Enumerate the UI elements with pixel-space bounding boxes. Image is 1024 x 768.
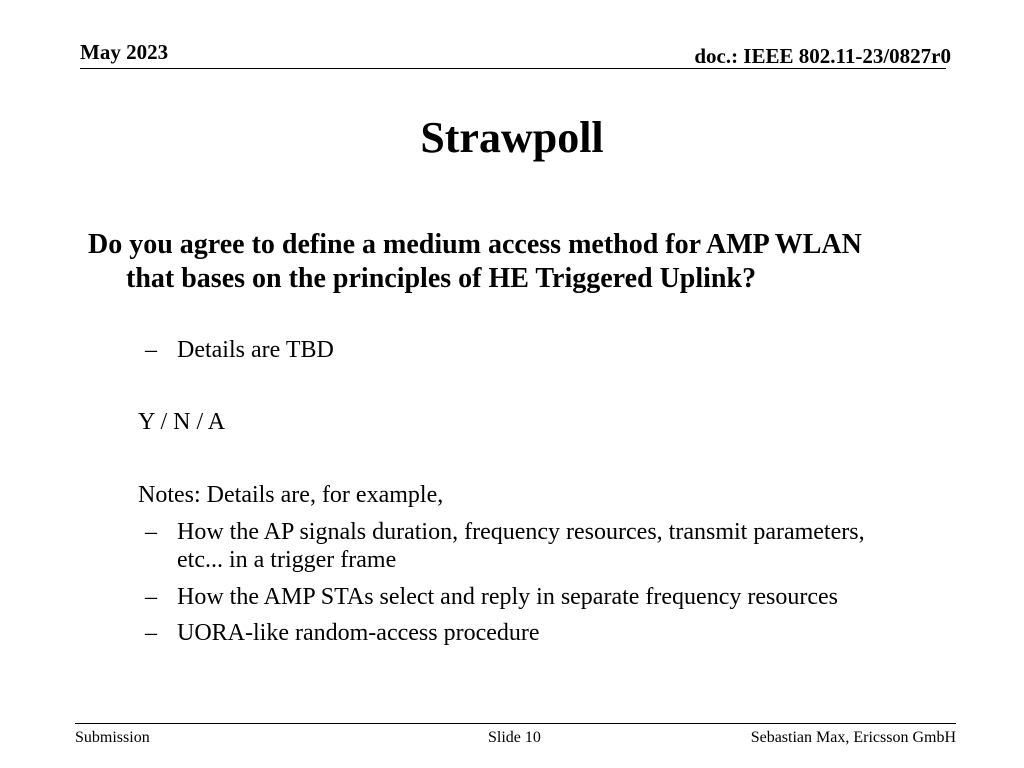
header-date: May 2023 <box>80 40 169 64</box>
header-doc-id: doc.: IEEE 802.11-23/0827r0 <box>694 44 951 68</box>
notes-item <box>145 619 945 647</box>
dash-bullet-icon: – <box>145 584 157 610</box>
notes-heading: Notes: Details are, for example, <box>138 482 444 508</box>
notes-item-text: UORA-like random-access procedure <box>177 620 540 646</box>
dash-bullet-icon: – <box>145 519 157 545</box>
vote-options: Y / N / A <box>138 409 226 435</box>
question-sub-bullet <box>145 336 945 364</box>
notes-item-text: How the AP signals duration, frequency resources, transmit parameters, etc... in a trigger frame <box>177 519 865 573</box>
footer-slide-number: Slide 10 <box>488 729 541 746</box>
footer-author: Sebastian Max, Ericsson GmbH <box>750 729 956 746</box>
footer-submission: Submission <box>75 729 150 746</box>
header-divider <box>80 68 946 69</box>
notes-item-text: How the AMP STAs select and reply in separate frequency resources <box>177 584 838 610</box>
footer-divider <box>75 723 956 724</box>
notes-item <box>145 518 865 574</box>
dash-bullet-icon: – <box>145 620 157 646</box>
slide-title: Strawpoll <box>420 113 604 162</box>
notes-item <box>145 583 945 611</box>
poll-question: Do you agree to define a medium access method for AMP WLAN that bases on the principles of HE Triggered Uplink? <box>88 229 862 294</box>
question-sub-text: Details are TBD <box>177 337 334 363</box>
dash-bullet-icon: – <box>145 337 157 363</box>
